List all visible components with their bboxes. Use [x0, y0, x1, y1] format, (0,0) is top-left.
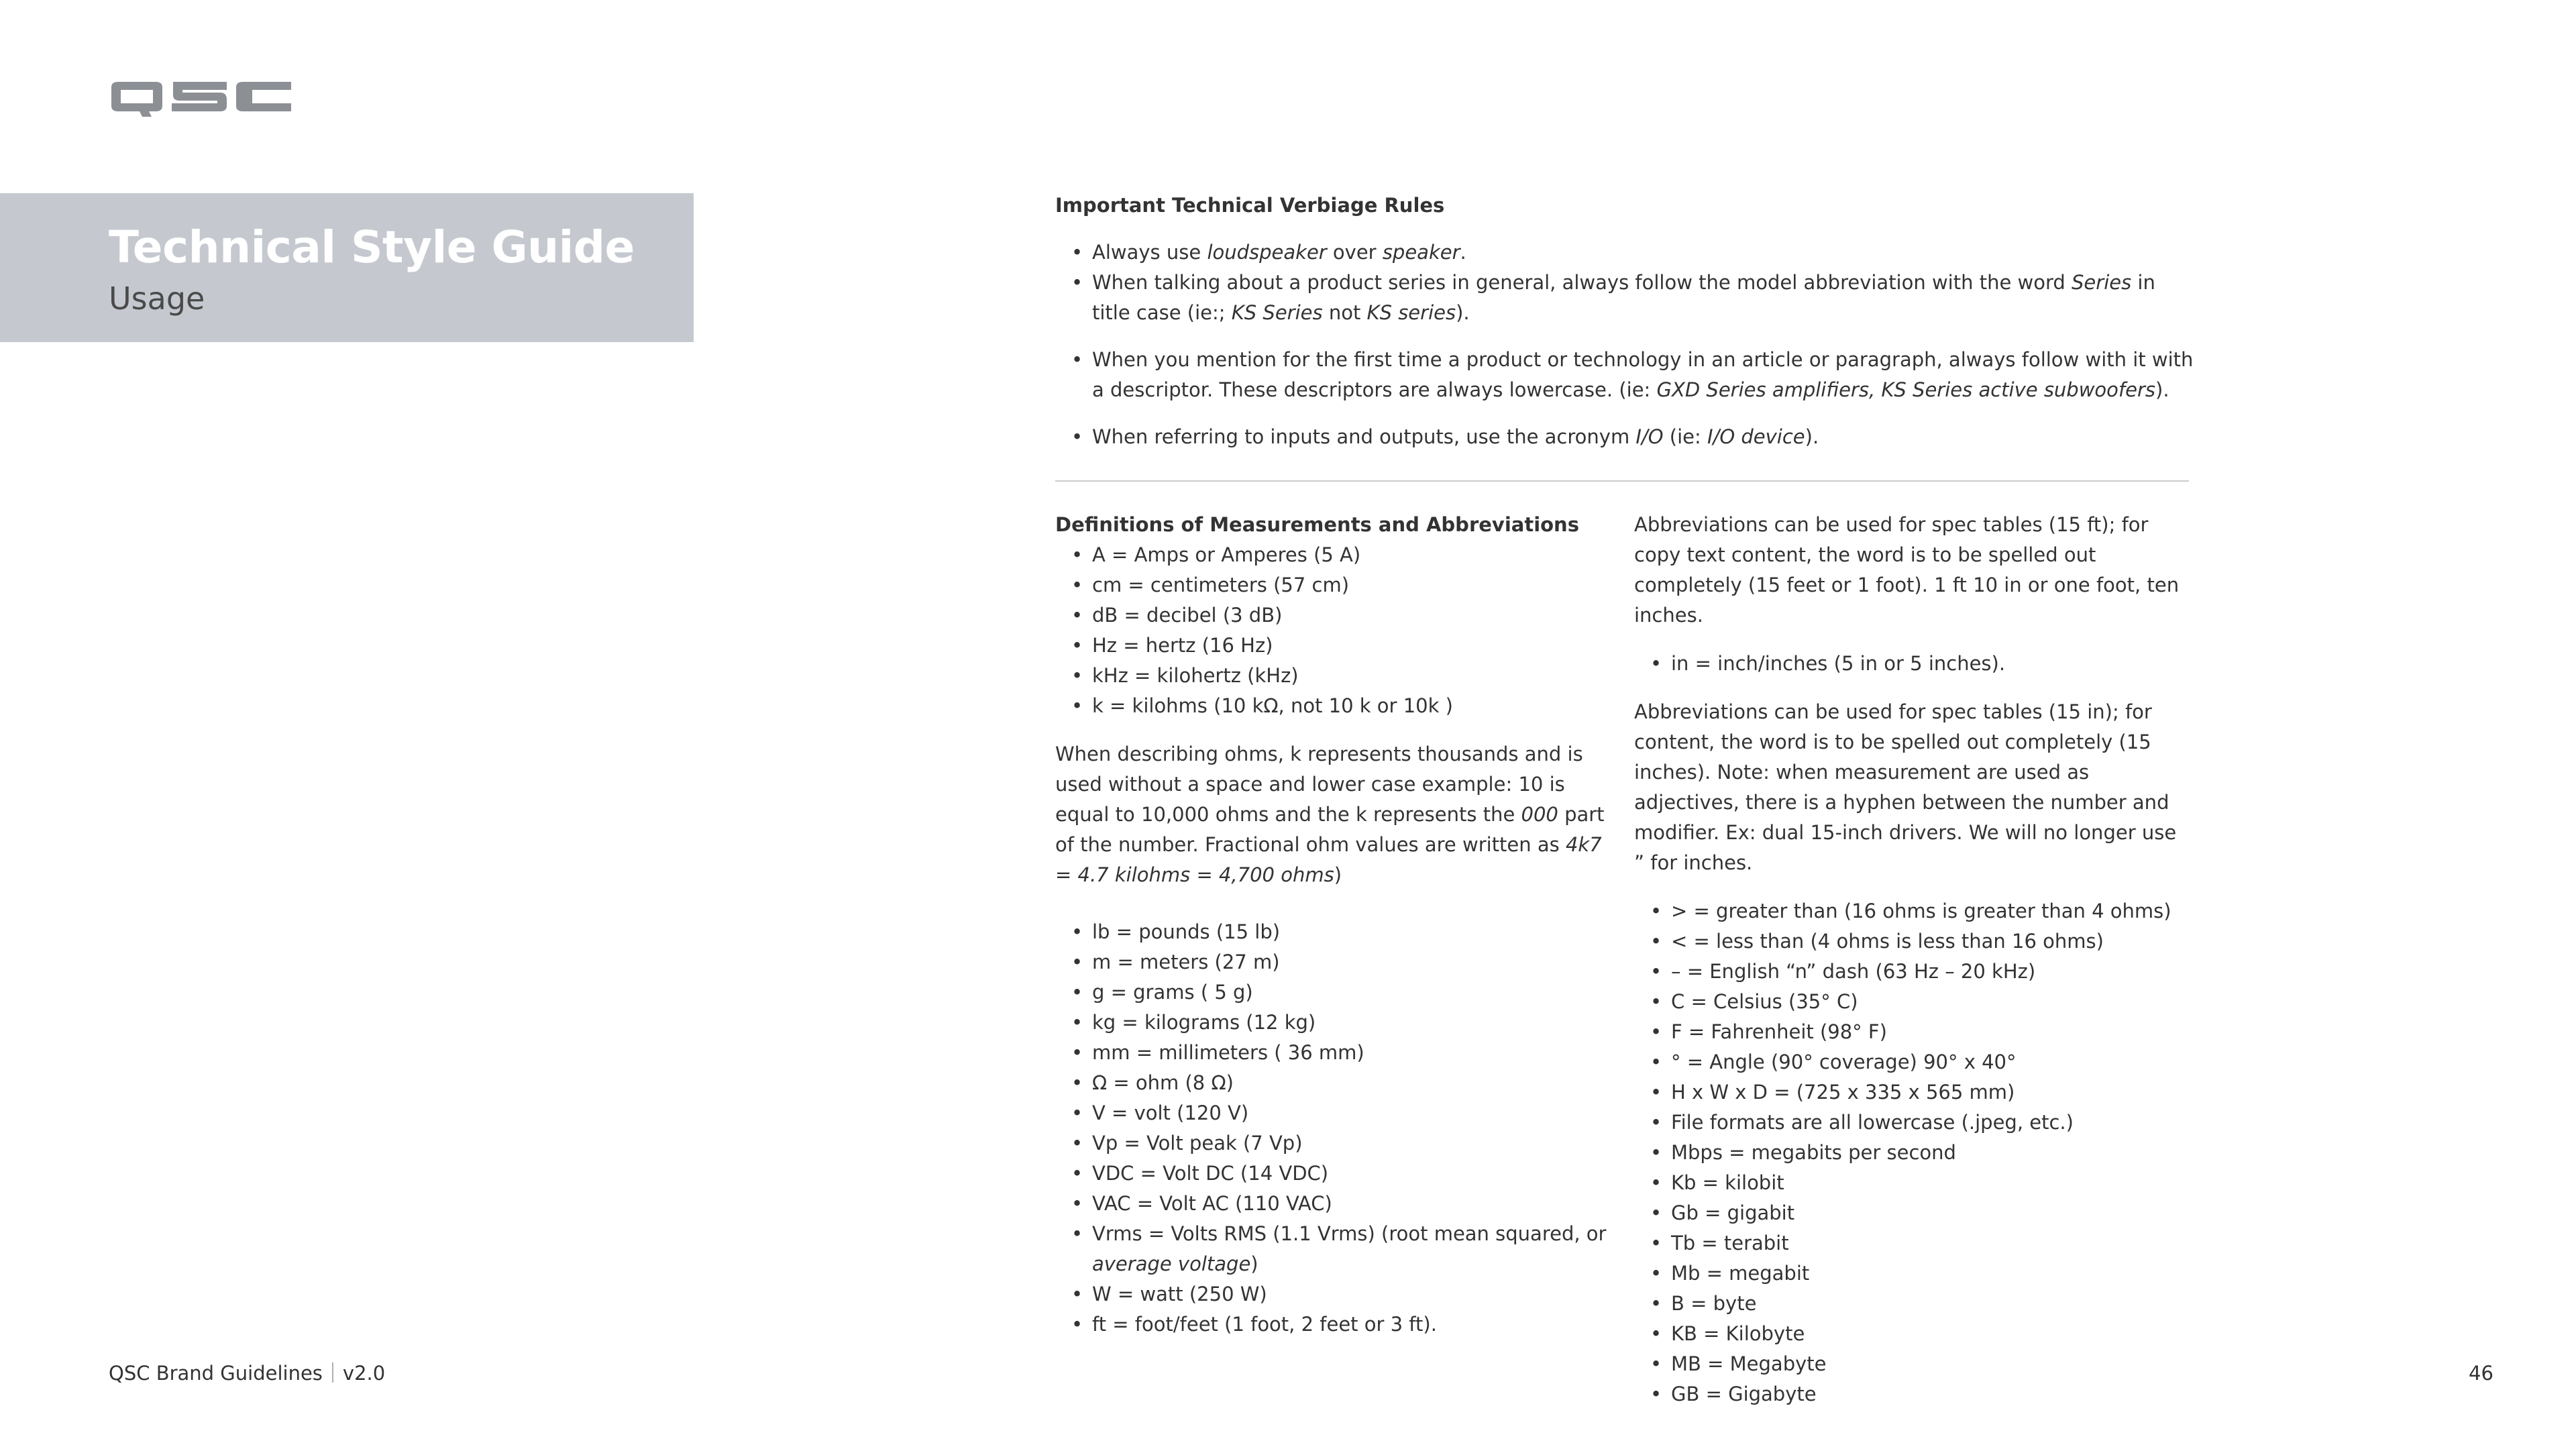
list-item: • – = English “n” dash (63 Hz – 20 kHz) — [1634, 957, 2191, 987]
page-number: 46 — [2469, 1362, 2493, 1385]
inch-paragraph: Abbreviations can be used for spec tables (15 in); for content, the word is to be spelled out completely (15 inches). Note: when measurement are used as adjectives, there is a hyphen between the number and modifier. Ex: dual 15-inch drivers. We will no longer use ” for inches. — [1634, 700, 2177, 874]
definitions-list-4 — [1634, 896, 2191, 1409]
footer-version: v2.0 — [342, 1362, 386, 1385]
verbiage-rule-3: • When you mention for the first time a product or technology in an article or paragraph, always follow with it with a descriptor. These descriptors are always lowercase. (ie: GXD Series amplifiers, KS Series active subwoofers). — [1055, 345, 2196, 405]
list-item: • g = grams ( 5 g) — [1055, 977, 1612, 1008]
list-item: • VDC = Volt DC (14 VDC) — [1055, 1159, 1612, 1189]
page-subtitle: Usage — [109, 280, 205, 317]
list-item: • V = volt (120 V) — [1055, 1098, 1612, 1128]
list-item: • dB = decibel (3 dB) — [1055, 600, 1612, 631]
inch-list — [1634, 649, 2191, 679]
list-item: • ft = foot/feet (1 foot, 2 feet or 3 ft). — [1055, 1309, 1612, 1340]
qsc-logo — [109, 79, 297, 119]
list-item: • F = Fahrenheit (98° F) — [1634, 1017, 2191, 1047]
verbiage-rules-section — [1055, 191, 2196, 452]
list-item-vrms: • Vrms = Volts RMS (1.1 Vrms) (root mean squared, or average voltage) — [1055, 1219, 1612, 1279]
list-item: • KB = Kilobyte — [1634, 1319, 2191, 1349]
verbiage-rule-1: • Always use loudspeaker over speaker. — [1055, 237, 2196, 268]
list-item: • cm = centimeters (57 cm) — [1055, 570, 1612, 600]
list-item: • kHz = kilohertz (kHz) — [1055, 661, 1612, 691]
list-item: • > = greater than (16 ohms is greater than 4 ohms) — [1634, 896, 2191, 926]
footer-doc-title: QSC Brand Guidelines — [109, 1362, 323, 1385]
list-item: • File formats are all lowercase (.jpeg, etc.) — [1634, 1108, 2191, 1138]
footer-doc-info — [109, 1362, 385, 1385]
title-band — [0, 193, 694, 342]
definitions-right-column — [1634, 510, 2191, 1409]
list-item: • VAC = Volt AC (110 VAC) — [1055, 1189, 1612, 1219]
verbiage-rule-2: • When talking about a product series in general, always follow the model abbreviation with the word Series in title case (ie:; KS Series not KS series). — [1055, 268, 2196, 328]
list-item: • kg = kilograms (12 kg) — [1055, 1008, 1612, 1038]
list-item: • B = byte — [1634, 1289, 2191, 1319]
ohms-paragraph: When describing ohms, k represents thousands and is used without a space and lower case example: 10 is equal to 10,000 ohms and the k represents the 000 part of the number. Fractional ohm values are written as 4k7 = 4.7 kilohms = 4,700 ohms) — [1055, 743, 1605, 886]
list-item: • < = less than (4 ohms is less than 16 ohms) — [1634, 926, 2191, 957]
verbiage-rule-4: • When referring to inputs and outputs, use the acronym I/O (ie: I/O device). — [1055, 422, 2196, 452]
definitions-list-1 — [1055, 540, 1612, 721]
list-item: • C = Celsius (35° C) — [1634, 987, 2191, 1017]
definitions-heading: Definitions of Measurements and Abbreviations — [1055, 513, 1579, 536]
list-item: • A = Amps or Amperes (5 A) — [1055, 540, 1612, 570]
list-item: • ° = Angle (90° coverage) 90° x 40° — [1634, 1047, 2191, 1077]
list-item: • Vp = Volt peak (7 Vp) — [1055, 1128, 1612, 1159]
definitions-left-column — [1055, 510, 1612, 1340]
section-divider — [1055, 480, 2189, 482]
list-item: • Tb = terabit — [1634, 1228, 2191, 1258]
definitions-list-2 — [1055, 917, 1612, 1340]
list-item: • Gb = gigabit — [1634, 1198, 2191, 1228]
list-item: • Mbps = megabits per second — [1634, 1138, 2191, 1168]
list-item: • in = inch/inches (5 in or 5 inches). — [1634, 649, 2191, 679]
list-item: • mm = millimeters ( 36 mm) — [1055, 1038, 1612, 1068]
list-item: • W = watt (250 W) — [1055, 1279, 1612, 1309]
list-item: • H x W x D = (725 x 335 x 565 mm) — [1634, 1077, 2191, 1108]
list-item: • m = meters (27 m) — [1055, 947, 1612, 977]
list-item: • Mb = megabit — [1634, 1258, 2191, 1289]
list-item: • k = kilohms (10 kΩ, not 10 k or 10k ) — [1055, 691, 1612, 721]
page-title: Technical Style Guide — [109, 221, 635, 273]
verbiage-heading: Important Technical Verbiage Rules — [1055, 194, 1445, 217]
list-item: • GB = Gigabyte — [1634, 1379, 2191, 1409]
list-item: • Kb = kilobit — [1634, 1168, 2191, 1198]
list-item: • lb = pounds (15 lb) — [1055, 917, 1612, 947]
list-item: • Hz = hertz (16 Hz) — [1055, 631, 1612, 661]
list-item: • MB = Megabyte — [1634, 1349, 2191, 1379]
footer-separator — [332, 1362, 333, 1383]
list-item: • Ω = ohm (8 Ω) — [1055, 1068, 1612, 1098]
feet-paragraph: Abbreviations can be used for spec tables (15 ft); for copy text content, the word is to be spelled out completely (15 feet or 1 foot). 1 ft 10 in or one foot, ten inches. — [1634, 513, 2180, 627]
